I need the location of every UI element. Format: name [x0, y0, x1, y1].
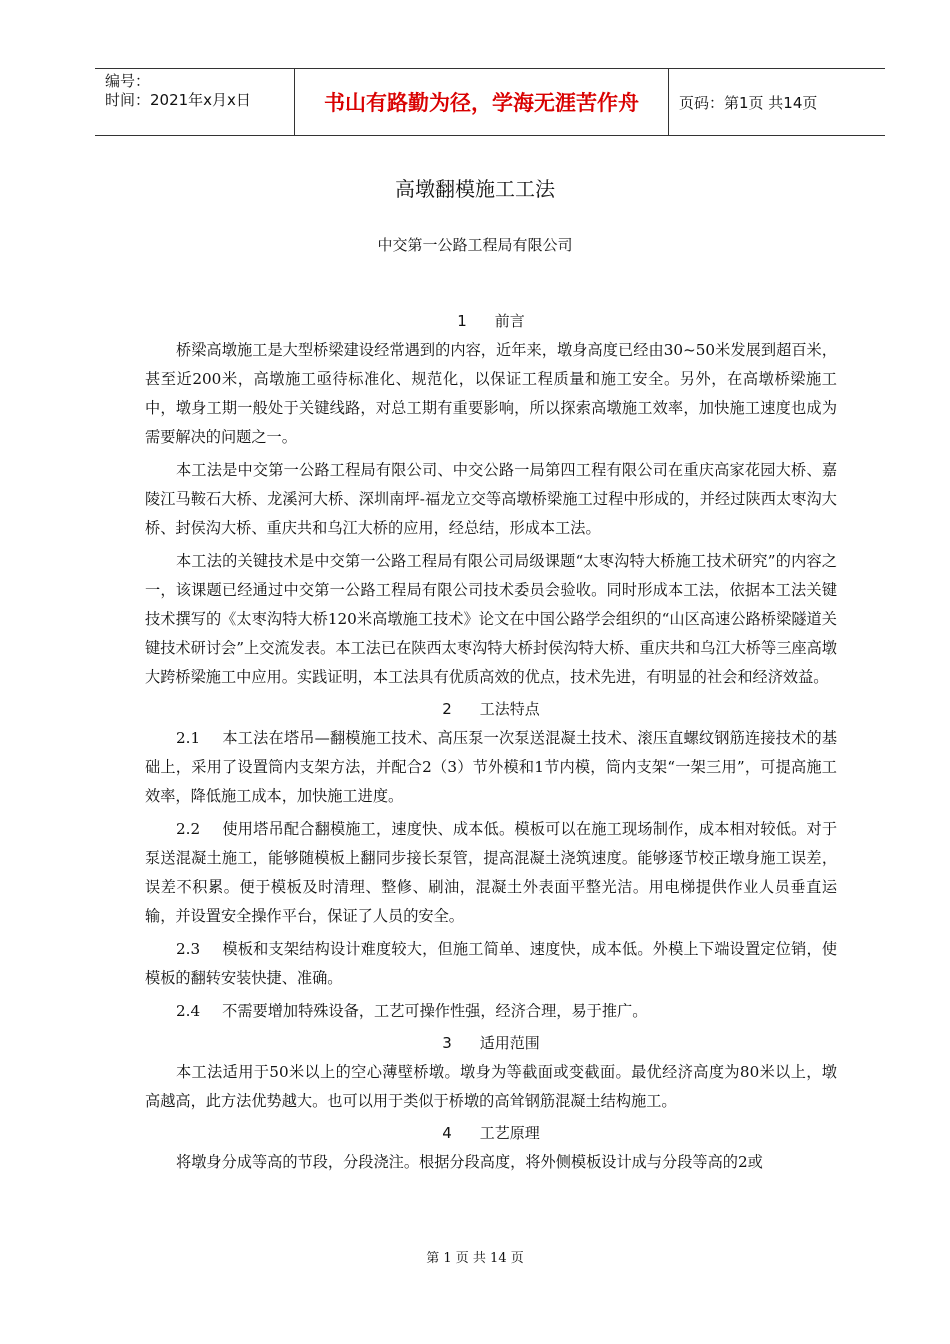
section-number: 2	[442, 700, 452, 718]
section-number: 4	[442, 1124, 452, 1142]
item-number: 2.3	[176, 940, 201, 958]
list-item	[145, 724, 837, 811]
header-page-info: 页码：第1页 共14页	[679, 93, 818, 112]
section-heading-2	[145, 696, 837, 722]
serial-label: 编号：	[105, 72, 151, 90]
page-header	[95, 68, 885, 136]
section-number: 3	[442, 1034, 452, 1052]
document-body	[145, 308, 837, 1181]
item-text: 不需要增加特殊设备，工艺可操作性强，经济合理，易于推广。	[222, 1002, 648, 1020]
section-heading-4	[145, 1120, 837, 1146]
page-footer: 第 1 页 共 14 页	[426, 1251, 524, 1266]
section-title: 工艺原理	[479, 1124, 540, 1142]
item-number: 2.4	[176, 1002, 201, 1020]
item-text: 使用塔吊配合翻模施工，速度快、成本低。模板可以在施工现场制作，成本相对较低。对于泵送混凝土施工，能够随模板上翻同步接长泵管，提高混凝土浇筑速度。能够逐节校正墩身施工误差，误差不积累。便于模板及时清理、整修、刷油，混凝土外表面平整光洁。用电梯提供作业人员垂直运输，并设置安全操作平台，保证了人员的安全。	[145, 820, 837, 925]
paragraph: 本工法的关键技术是中交第一公路工程局有限公司局级课题“太枣沟特大桥施工技术研究”的内容之一，该课题已经通过中交第一公路工程局有限公司技术委员会验收。同时形成本工法，依据本工法关键技术撰写的《太枣沟特大桥120米高墩施工技术》论文在中国公路学会组织的“山区高速公路桥梁隧道关键技术研讨会”上交流发表。本工法已在陕西太枣沟特大桥封侯沟特大桥、重庆共和乌江大桥等三座高墩大跨桥梁施工中应用。实践证明，本工法具有优质高效的优点，技术先进，有明显的社会和经济效益。	[145, 552, 837, 686]
section-title: 前言	[494, 312, 525, 330]
paragraph: 本工法是中交第一公路工程局有限公司、中交公路一局第四工程有限公司在重庆高家花园大桥、嘉陵江马鞍石大桥、龙溪河大桥、深圳南坪-福龙立交等高墩桥梁施工过程中形成的，并经过陕西太枣沟大桥、封侯沟大桥、重庆共和乌江大桥的应用，经总结，形成本工法。	[145, 461, 837, 537]
paragraph: 将墩身分成等高的节段，分段浇注。根据分段高度，将外侧模板设计成与分段等高的2或	[176, 1153, 763, 1171]
section-heading-1	[145, 308, 837, 334]
section-heading-3	[145, 1030, 837, 1056]
list-item	[145, 997, 837, 1026]
item-number: 2.1	[176, 729, 201, 747]
time-label: 时间：2021年x月x日	[105, 91, 251, 109]
item-text: 模板和支架结构设计难度较大，但施工简单、速度快，成本低。外模上下端设置定位销，使模板的翻转安装快捷、准确。	[145, 940, 837, 987]
paragraph: 桥梁高墩施工是大型桥梁建设经常遇到的内容，近年来，墩身高度已经由30~50米发展到超百米，甚至近200米，高墩施工亟待标准化、规范化，以保证工程质量和施工安全。另外，在高墩桥梁施工中，墩身工期一般处于关键线路，对总工期有重要影响，所以探索高墩施工效率，加快施工速度也成为需要解决的问题之一。	[145, 341, 837, 446]
paragraph: 本工法适用于50米以上的空心薄壁桥墩。墩身为等截面或变截面。最优经济高度为80米以上，墩高越高，此方法优势越大。也可以用于类似于桥墩的高耸钢筋混凝土结构施工。	[145, 1063, 837, 1110]
document-title: 高墩翻模施工工法	[395, 177, 555, 201]
section-title: 适用范围	[479, 1034, 540, 1052]
section-number: 1	[457, 312, 467, 330]
header-meta	[95, 69, 295, 135]
item-text: 本工法在塔吊—翻模施工技术、高压泵一次泵送混凝土技术、滚压直螺纹钢筋连接技术的基础上，采用了设置筒内支架方法，并配合2（3）节外模和1节内模，筒内支架“一架三用”，可提高施工效率，降低施工成本，加快施工进度。	[145, 729, 837, 805]
list-item	[145, 815, 837, 931]
list-item	[145, 935, 837, 993]
organization-name: 中交第一公路工程局有限公司	[377, 236, 573, 254]
section-title: 工法特点	[479, 700, 540, 718]
item-number: 2.2	[176, 820, 201, 838]
header-motto: 书山有路勤为径，学海无涯苦作舟	[295, 69, 669, 135]
